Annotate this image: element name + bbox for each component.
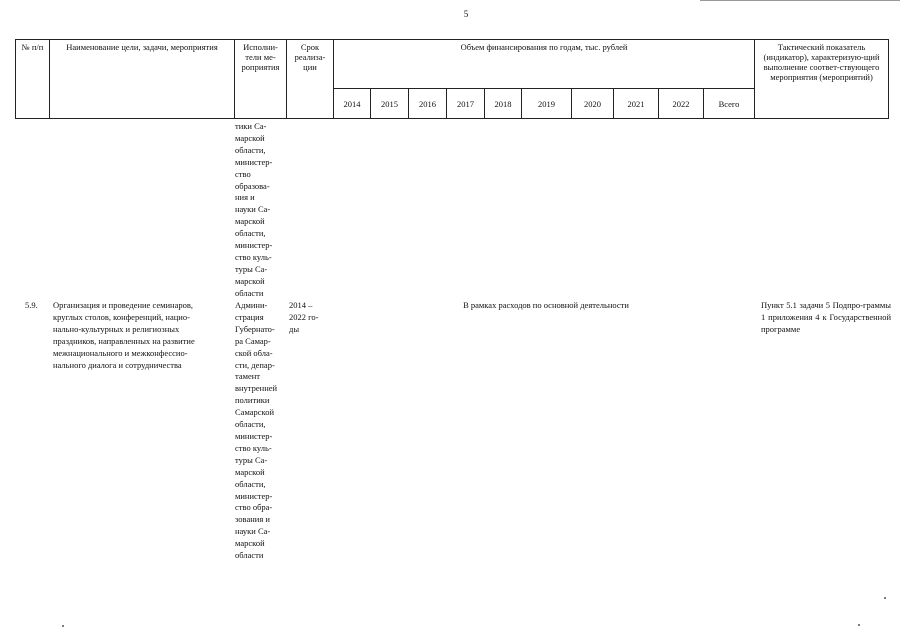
- header-year: 2016: [409, 89, 447, 119]
- term-line: 2014 –: [289, 300, 313, 310]
- executor-line: Самарской: [235, 407, 275, 418]
- term-line: 2022 го-: [289, 311, 319, 322]
- executor-line: образова-: [235, 180, 270, 191]
- executor-line: марской: [235, 275, 265, 286]
- row-term: [289, 300, 333, 336]
- executor-line: ской обла-: [235, 347, 273, 358]
- executor-line: министер-: [235, 240, 273, 251]
- executor-line: туры Са-: [235, 454, 268, 465]
- executor-line: области,: [235, 228, 266, 239]
- name-line: Организация и проведение семинаров,: [53, 300, 193, 310]
- executor-line: области,: [235, 478, 266, 489]
- row-indicator: Пункт 5.1 задачи 5 Подпро-граммы 1 приложения 4 к Государственной программе: [761, 300, 891, 334]
- header-financing: Объем финансирования по годам, тыс. рублей: [334, 40, 755, 89]
- scan-speck: [62, 625, 64, 627]
- header-executors: Исполни-тели ме-роприятия: [235, 40, 287, 119]
- continued-executors: [235, 121, 287, 300]
- header-year: 2019: [522, 89, 572, 119]
- executor-line: ство обра-: [235, 502, 273, 513]
- header-year: 2018: [485, 89, 522, 119]
- scan-speck: [858, 624, 860, 626]
- executor-line: зования и: [235, 514, 270, 525]
- executor-line: министер-: [235, 490, 273, 501]
- header-term: Срок реализа-ции: [287, 40, 334, 119]
- term-line: ды: [289, 323, 300, 334]
- header-name: Наименование цели, задачи, мероприятия: [50, 40, 235, 119]
- executor-line: области: [235, 550, 264, 561]
- executor-line: области,: [235, 419, 266, 430]
- header-year: 2014: [334, 89, 371, 119]
- name-line: межнационального и межконфессио-: [53, 347, 188, 358]
- top-rule: [700, 0, 900, 2]
- executor-line: науки Са-: [235, 526, 271, 537]
- header-year: 2021: [614, 89, 659, 119]
- header-year: 2017: [447, 89, 485, 119]
- executor-line: ния и: [235, 192, 255, 203]
- executor-line: министер-: [235, 156, 273, 167]
- executor-line: страция: [235, 311, 264, 322]
- executor-line: области,: [235, 144, 266, 155]
- executor-line: ство: [235, 168, 251, 179]
- name-line: круглых столов, конференций, нацио-: [53, 311, 190, 322]
- header-num: № п/п: [16, 40, 50, 119]
- executor-line: Губернато-: [235, 323, 275, 334]
- row-name: [53, 300, 231, 371]
- executor-line: ра Самар-: [235, 335, 271, 346]
- name-line: нального диалога и сотрудничества: [53, 359, 182, 370]
- name-line: нально-культурных и религиозных: [53, 323, 180, 334]
- row-financing: В рамках расходов по основной деятельности: [463, 300, 629, 310]
- executor-line: сти, депар-: [235, 359, 275, 370]
- header-year-total: Всего: [704, 89, 755, 119]
- header-indicator: Тактический показатель (индикатор), характеризую-щий выполнение соответ-ствующего мероприятия (мероприятий): [755, 40, 889, 119]
- header-year: 2020: [572, 89, 614, 119]
- table-header: [15, 39, 889, 119]
- executor-line: марской: [235, 216, 265, 227]
- executor-line: марской: [235, 132, 265, 143]
- executor-line: марской: [235, 466, 265, 477]
- executor-line: туры Са-: [235, 263, 268, 274]
- row-number: 5.9.: [25, 300, 38, 310]
- executor-line: марской: [235, 538, 265, 549]
- executor-line: науки Са-: [235, 204, 271, 215]
- executor-line: тики Са-: [235, 121, 267, 131]
- header-year: 2022: [659, 89, 704, 119]
- executor-line: внутренней: [235, 383, 278, 394]
- scan-speck: [884, 597, 886, 599]
- executor-line: тамент: [235, 371, 261, 382]
- executor-line: политики: [235, 395, 270, 406]
- executor-line: министер-: [235, 430, 273, 441]
- name-line: праздников, направленных на развитие: [53, 335, 195, 346]
- header-year: 2015: [371, 89, 409, 119]
- executor-line: Админи-: [235, 300, 268, 310]
- page-number: 5: [463, 9, 469, 19]
- executor-line: ство куль-: [235, 442, 272, 453]
- row-executors: [235, 300, 287, 562]
- executor-line: области: [235, 287, 264, 298]
- executor-line: ство куль-: [235, 251, 272, 262]
